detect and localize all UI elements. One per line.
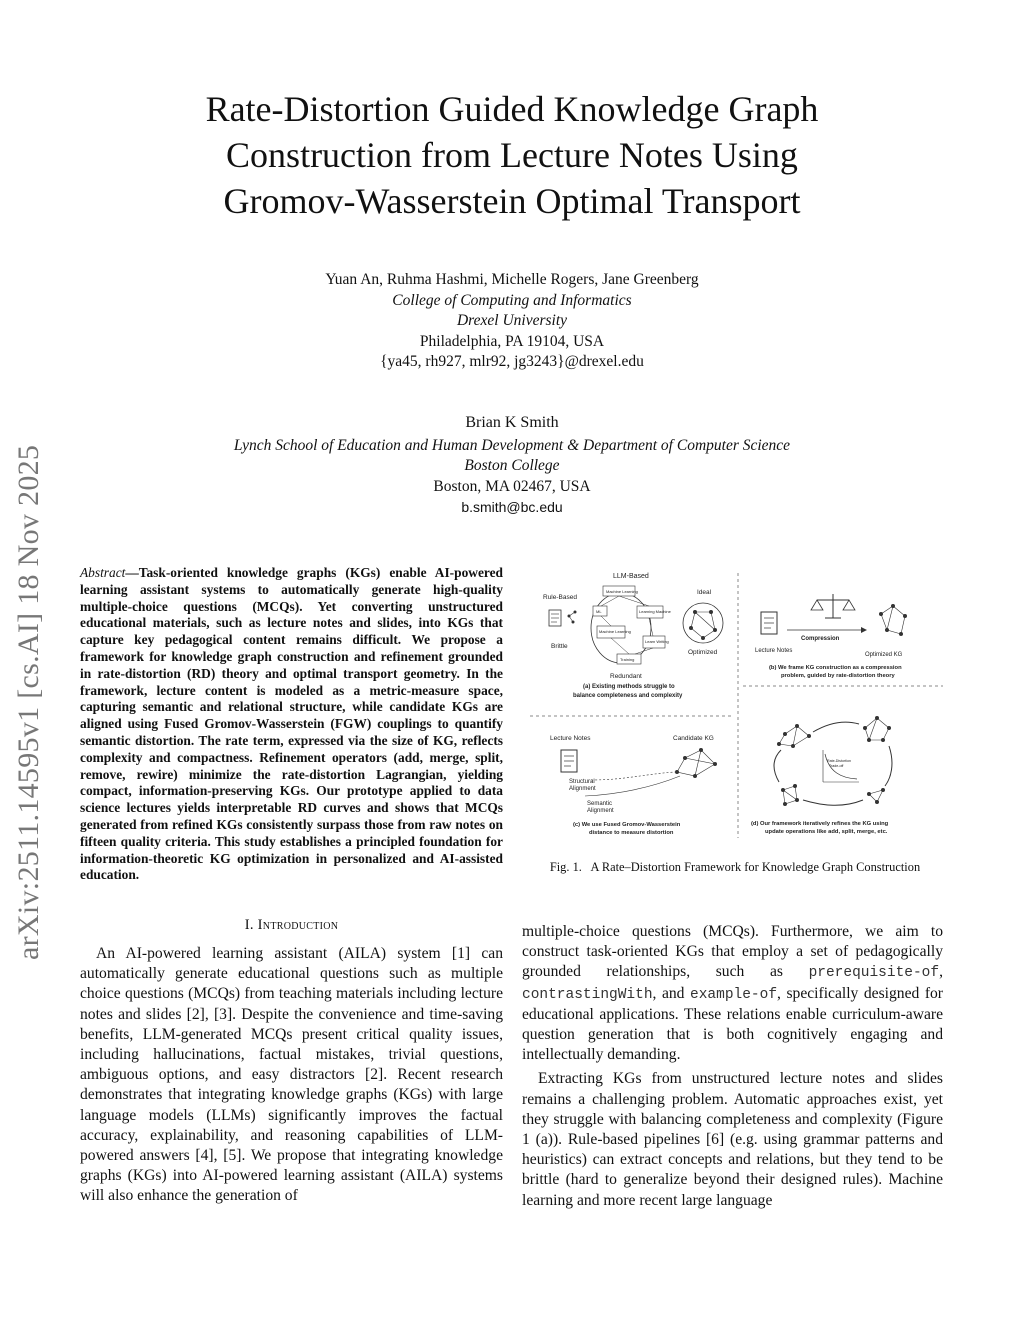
panel-a — [543, 573, 723, 699]
panel-c-caption-1: (c) We use Fused Gromov-Wasserstein — [573, 822, 681, 828]
author-dept: Lynch School of Education and Human Development & Department of Computer Science — [233, 436, 791, 454]
author-block-2 — [150, 413, 874, 518]
kg-graph-1 — [777, 724, 811, 748]
section-heading: I. Introduction — [244, 917, 339, 933]
label-optimized-kg: Optimized KG — [865, 652, 903, 658]
kg-graph-3 — [867, 788, 885, 804]
label-lecture-notes: Lecture Notes — [550, 735, 591, 742]
node-label: Learn Writing — [645, 639, 669, 644]
structural-alignment-line — [591, 772, 675, 780]
title-line-1: Rate-Distortion Guided Knowledge Graph — [205, 89, 819, 129]
para-text: multiple-choice questions (MCQs). Furthermore, we aim to construct task-oriented KGs that employ a set of pedagogically grounded relationships, such as — [522, 923, 943, 981]
para-text: , — [939, 963, 943, 981]
panel-d — [751, 716, 892, 835]
author-univ: Drexel University — [456, 312, 568, 329]
abstract — [80, 565, 503, 884]
kg-graph-4 — [781, 784, 799, 806]
label-redundant: Redundant — [610, 673, 642, 680]
panel-b-caption-1: (b) We frame KG construction as a compression — [769, 665, 902, 671]
cycle-arrow — [813, 722, 859, 732]
cycle-arrow — [774, 750, 781, 782]
relation-example-of: example-of — [690, 986, 778, 1003]
panel-d-caption-2: update operations like add, split, merge, etc. — [765, 829, 888, 835]
panel-a-caption-1: (a) Existing methods struggle to — [583, 684, 675, 690]
cycle-arrow — [803, 800, 863, 805]
author-univ: Boston College — [464, 457, 560, 474]
candidate-kg-graph — [675, 748, 717, 778]
label-optimized: Optimized — [688, 649, 718, 656]
title-line-3: Gromov-Wasserstein Optimal Transport — [223, 181, 801, 221]
panel-c — [550, 735, 717, 836]
author-dept: College of Computing and Informatics — [392, 291, 632, 309]
relation-contrasting-with: contrastingWith — [522, 986, 653, 1003]
paper-title — [100, 86, 924, 224]
author-emails: b.smith@bc.edu — [461, 499, 563, 515]
title-line-2: Construction from Lecture Notes Using — [226, 135, 798, 175]
label-lecture-notes: Lecture Notes — [755, 648, 793, 654]
label-compression: Compression — [801, 636, 840, 642]
intro-right-column — [522, 922, 943, 1211]
author-city: Philadelphia, PA 19104, USA — [419, 332, 605, 350]
node-label: ML — [596, 609, 602, 614]
intro-paragraph-3: Extracting KGs from unstructured lecture notes and slides remains a challenging problem. Automatic approaches exist, yet they struggle with balancing completeness and complexity (Figure 1 (a)). Rule-based pipelines [6] (e.g. using grammar patterns and heuristics) can extract concepts and relations, but they tend to be brittle (hard to generalize beyond their designed rules). Machine learning and more recent large language — [522, 1070, 943, 1209]
label-candidate-kg: Candidate KG — [673, 735, 714, 742]
panel-b-caption-2: problem, guided by rate-distortion theory — [781, 673, 895, 679]
label-rule-based: Rule-Based — [543, 594, 577, 601]
panel-c-caption-2: distance to measure distortion — [589, 830, 674, 836]
figure-caption: Fig. 1. A Rate–Distortion Framework for Knowledge Graph Construction — [549, 860, 921, 874]
label-alignment: Alignment — [569, 786, 596, 792]
author-names: Brian K Smith — [465, 414, 559, 431]
node-label: Machine Learning — [599, 629, 631, 634]
label-rate-distortion: Rate-Distortion — [827, 759, 851, 763]
panel-d-caption-1: (d) Our framework iteratively refines the KG using — [751, 821, 889, 827]
label-brittle: Brittle — [551, 643, 568, 650]
label-llm-based: LLM-Based — [613, 573, 649, 580]
label-trade-off: Trade-off — [829, 764, 844, 768]
label-structural: Structural — [569, 779, 595, 785]
panel-b — [755, 594, 907, 679]
para-text: , and — [652, 984, 691, 1002]
intro-left-column — [80, 944, 503, 1207]
panel-a-caption-2: balance completeness and complexity — [573, 693, 683, 699]
author-names: Yuan An, Ruhma Hashmi, Michelle Rogers, Jane Greenberg — [325, 271, 699, 288]
node-label: Learning Machine — [639, 609, 671, 614]
intro-paragraph-1: An AI-powered learning assistant (AILA) system [1] can automatically generate educational questions such as multiple choice questions (MCQs) from teaching materials including lecture notes and slides [2], [3]. Despite the convenience and time-saving benefits, LLM-generated MCQs present critical quality issues, including hallucinations, factual mistakes, trivial questions, ambiguous options, and easy distractors [2]. Recent research demonstrates that integrating knowledge graphs (KGs) with large language models (LLMs) significantly improves the factual accuracy, explainability, and reasoning capabilities of LLM-powered answers [4], [5]. We propose that integrating knowledge graphs (KGs) into AI-powered learning assistant (AILA) systems will also enhance the generation of — [80, 945, 503, 1205]
node-label: Training — [620, 657, 635, 662]
author-block-1 — [150, 270, 874, 373]
arxiv-stamp: arXiv:2511.14595v1 [cs.AI] 18 Nov 2025 — [12, 444, 45, 960]
abstract-lead: Abstract — [80, 565, 126, 580]
label-semantic: Semantic — [587, 801, 613, 807]
author-emails: {ya45, rh927, mlr92, jg3243}@drexel.edu — [380, 353, 644, 370]
author-city: Boston, MA 02467, USA — [433, 477, 591, 495]
node-label: Machine Learning — [606, 589, 638, 594]
label-ideal: Ideal — [697, 589, 712, 596]
optimized-kg-graph — [879, 604, 907, 636]
kg-graph-2 — [863, 716, 891, 742]
abstract-text: —Task-oriented knowledge graphs (KGs) enable AI-powered learning assistant systems to automatically generate high-quality multiple-choice questions (MCQs). Yet converting unstructured educational materials, such as lecture notes and slides, into KGs that capture key pedagogical content remains difficult. We propose a framework for knowledge graph construction and refinement grounded in rate-distortion (RD) theory and optimal transport geometry. In the framework, lecture content is modeled as a metric-measure space, capturing semantic and relational structure, while candidate KGs are aligned using Fused Gromov-Wasserstein (FGW) couplings to quantify semantic distortion. The rate term, expressed via the size of KG, reflects complexity and compactness. Refinement operators (add, merge, split, remove, rewire) minimize the rate-distortion Lagrangian, yielding compact, information-preserving KGs. Our prototype applied to data science lectures yields interpretable RD curves and shows that MCQs generated from refined KGs consistently surpass those from raw notes on fifteen quality criteria. This study establishes a principled foundation for information-theoretic KG optimization in personalized and AI-assisted education. — [80, 565, 503, 883]
intro-paragraph-2 — [522, 922, 943, 1065]
semantic-alignment-line — [585, 776, 680, 796]
cycle-arrow — [885, 746, 892, 786]
relation-prerequisite-of: prerequisite-of — [808, 965, 940, 982]
figure-1 — [525, 568, 945, 843]
para-text: , specifically designed for educational applications. These relations enable curriculum-aware question generation that is both cognitively engaging and intellectually demanding. — [522, 984, 944, 1064]
label-alignment: Alignment — [587, 808, 614, 814]
